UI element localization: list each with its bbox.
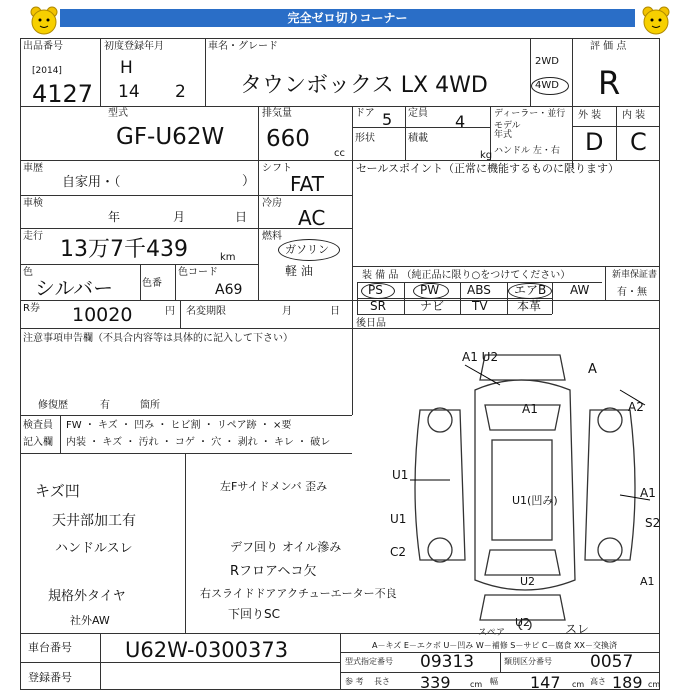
- label-color: 色: [23, 267, 33, 278]
- vehicle-damage-diagram: [380, 350, 670, 630]
- label-day: 日: [235, 210, 248, 224]
- note-underbody-sc: 下回りSC: [228, 607, 280, 621]
- mark-s2: S2: [645, 516, 661, 530]
- equip-abs: ABS: [467, 283, 491, 297]
- equip-tv: TV: [472, 299, 488, 313]
- mascot-bear-icon-right: [640, 5, 672, 37]
- ps-circle-mark: [361, 283, 395, 299]
- label-recycle: R券: [23, 303, 40, 314]
- label-width: 幅: [490, 677, 498, 686]
- equip-navi: ナビ: [420, 299, 445, 313]
- label-model-year: モデル 年式: [494, 121, 521, 140]
- note-left-side-member: 左Fサイドメンバ 歪み: [220, 480, 328, 493]
- height-value: 189: [612, 673, 643, 692]
- era: H: [120, 58, 133, 78]
- note-scratch-dent: キズ凹: [35, 482, 80, 500]
- airbag-circle-mark: [508, 283, 552, 299]
- model-code: GF-U62W: [116, 124, 225, 150]
- repair-have: 有: [100, 400, 110, 411]
- label-2wd: 2WD: [535, 56, 559, 67]
- label-kg: kg: [480, 150, 493, 161]
- equip-sr: SR: [370, 299, 386, 313]
- label-model-spec: 型式指定番号: [345, 657, 393, 666]
- label-car-name: 車名・グレード: [208, 41, 278, 52]
- label-interior: 内 装: [622, 110, 646, 121]
- mark-a1-u2: A1 U2: [462, 350, 499, 364]
- mark-spare: スペア: [478, 628, 506, 638]
- note-slide-door-actuator: 右スライドドアアクチューエーター不良: [200, 587, 397, 600]
- recycle-fee: 10020: [72, 304, 133, 326]
- label-shift: シフト: [262, 163, 292, 174]
- label-door: ドア: [355, 108, 375, 119]
- lot-number: 4127: [32, 80, 94, 108]
- gasoline-circle-mark: [278, 239, 340, 261]
- exterior-grade: D: [585, 128, 604, 156]
- mark-u1-dent: U1(凹み): [512, 494, 558, 507]
- repair-place: 箇所: [140, 400, 160, 411]
- label-nc-month: 月: [282, 306, 292, 317]
- label-equipment: 装 備 品 （純正品に限り○をつけてください）: [362, 270, 571, 281]
- private-use-close: ）: [242, 174, 256, 189]
- mascot-bear-icon-left: [28, 5, 60, 37]
- label-repair: 修復歴: [38, 400, 68, 411]
- note-aftermarket-aw: 社外AW: [70, 614, 110, 627]
- model-spec-value: 09313: [420, 652, 475, 672]
- interior-grade: C: [630, 128, 647, 156]
- equip-leather: 本革: [517, 299, 542, 313]
- label-notes: 注意事項申告欄（不具合内容等は具体的に記入して下さい）: [23, 333, 293, 344]
- label-shape: 形状: [355, 133, 375, 144]
- width-value: 147: [530, 673, 561, 692]
- length-value: 339: [420, 673, 451, 692]
- label-length: 長さ: [374, 677, 390, 686]
- private-use: 自家用・（: [62, 175, 121, 190]
- reg-month: 2: [175, 82, 186, 102]
- vin-value: U62W-0300373: [125, 638, 289, 662]
- mark-wear: スレ: [565, 622, 590, 636]
- label-height: 高さ: [590, 677, 606, 686]
- label-year: 年: [108, 210, 121, 224]
- 4wd-circle-mark: [531, 77, 569, 95]
- capacity-count: 4: [455, 112, 466, 131]
- label-new-warranty: 新車保証書: [612, 270, 658, 280]
- label-height-cm: cm: [648, 680, 661, 689]
- label-reference: 参 考: [345, 677, 364, 686]
- label-evaluation: 評 価 点: [590, 41, 627, 52]
- label-sales-point: セールスポイント（正常に機能するものに限ります）: [356, 162, 620, 175]
- label-name-change: 名変期限: [186, 306, 226, 317]
- fuel-gasoline: ガソリン: [285, 243, 329, 256]
- mark-a-rear: A: [588, 362, 597, 377]
- label-mileage: 走行: [23, 231, 43, 242]
- label-km: km: [220, 252, 236, 263]
- car-name: タウンボックス LX 4WD: [240, 73, 488, 98]
- label-after-day: 後日品: [356, 318, 386, 329]
- mark-u2-bottom: U2: [515, 616, 531, 629]
- mark-a1-rear-right: A1: [640, 575, 655, 588]
- label-nc-day: 日: [330, 306, 340, 317]
- mark-a2: A2: [628, 400, 644, 414]
- pw-circle-mark: [413, 283, 449, 299]
- inspection-row-fw: FW ・ キズ ・ 凹み ・ ヒビ割 ・ リペア跡 ・ ×要: [66, 420, 292, 431]
- year-tag: [2014]: [32, 66, 62, 76]
- label-inspector: 検査員: [23, 420, 53, 431]
- mark-a1-roof: A1: [522, 402, 538, 416]
- equip-pw: PW: [420, 283, 440, 297]
- shift-value: FAT: [290, 172, 325, 196]
- aircon-value: AC: [298, 206, 326, 230]
- label-inspection: 車検: [23, 198, 43, 209]
- damage-legend: A－キズ E－エクボ U－凹み W－補修 S－サビ C－腐食 XX－交換済: [372, 641, 618, 650]
- note-steering-wear: ハンドルスレ: [55, 541, 133, 556]
- banner-title: 完全ゼロ切りコーナー: [60, 9, 635, 27]
- mark-u2-rear: U2: [520, 575, 536, 588]
- label-yen: 円: [165, 306, 175, 317]
- displacement-value: 660: [266, 126, 310, 152]
- label-fuel: 燃料: [262, 231, 282, 242]
- mark-a1-right: A1: [640, 486, 656, 500]
- inspection-row-interior: 内装 ・ キズ ・ 汚れ ・ コゲ ・ 穴 ・ 剥れ ・ キレ ・ 破レ: [66, 437, 331, 448]
- label-history: 車歴: [23, 163, 43, 174]
- label-cargo: 積載: [408, 133, 428, 144]
- label-capacity: 定員: [408, 108, 428, 119]
- label-width-cm: cm: [572, 680, 585, 689]
- note-nonstandard-tire: 規格外タイヤ: [48, 589, 126, 604]
- label-model: 型式: [108, 108, 128, 119]
- color-value: シルバー: [35, 276, 114, 300]
- label-displacement: 排気量: [262, 108, 292, 119]
- label-year-reg: 初度登録年月: [104, 41, 164, 52]
- label-month: 月: [173, 210, 186, 224]
- label-class-spec: 類別区分番号: [504, 657, 552, 666]
- label-aircon: 冷房: [262, 198, 282, 209]
- note-rear-floor: Rフロアヘコ欠: [230, 564, 317, 579]
- label-color-code: 色コード: [178, 267, 218, 278]
- label-length-cm: cm: [470, 680, 483, 689]
- label-cc: cc: [334, 148, 345, 159]
- mark-u1-left: U1: [392, 468, 409, 482]
- note-ceiling-modified: 天井部加工有: [52, 513, 136, 529]
- evaluation-grade: R: [598, 64, 621, 102]
- equip-aw: AW: [570, 283, 590, 297]
- class-spec-value: 0057: [590, 652, 634, 672]
- fuel-diesel: 軽 油: [285, 264, 313, 278]
- label-entry: 記入欄: [23, 437, 53, 448]
- label-4wd: 4WD: [535, 80, 559, 91]
- warranty-with-without: 有・無: [617, 287, 647, 298]
- mark-c2: C2: [390, 545, 407, 559]
- equip-airbag: エアB: [514, 283, 547, 297]
- label-registration: 登録番号: [28, 671, 72, 684]
- mileage-value: 13万7千439: [60, 237, 188, 262]
- label-vin: 車台番号: [28, 641, 72, 654]
- label-exterior: 外 装: [578, 110, 602, 121]
- equip-ps: PS: [368, 283, 383, 297]
- mark-u1-side: U1: [390, 512, 407, 526]
- label-lot-no: 出品番号: [23, 41, 63, 52]
- label-dealer: ディーラー・並行: [494, 109, 566, 119]
- color-code-value: A69: [215, 282, 243, 298]
- label-handle: ハンドル 左・右: [494, 146, 560, 156]
- reg-year: 14: [118, 82, 140, 102]
- door-count: 5: [382, 110, 393, 129]
- note-diff-oil: デフ回り オイル滲み: [230, 540, 342, 554]
- label-color-no: 色番: [142, 278, 162, 289]
